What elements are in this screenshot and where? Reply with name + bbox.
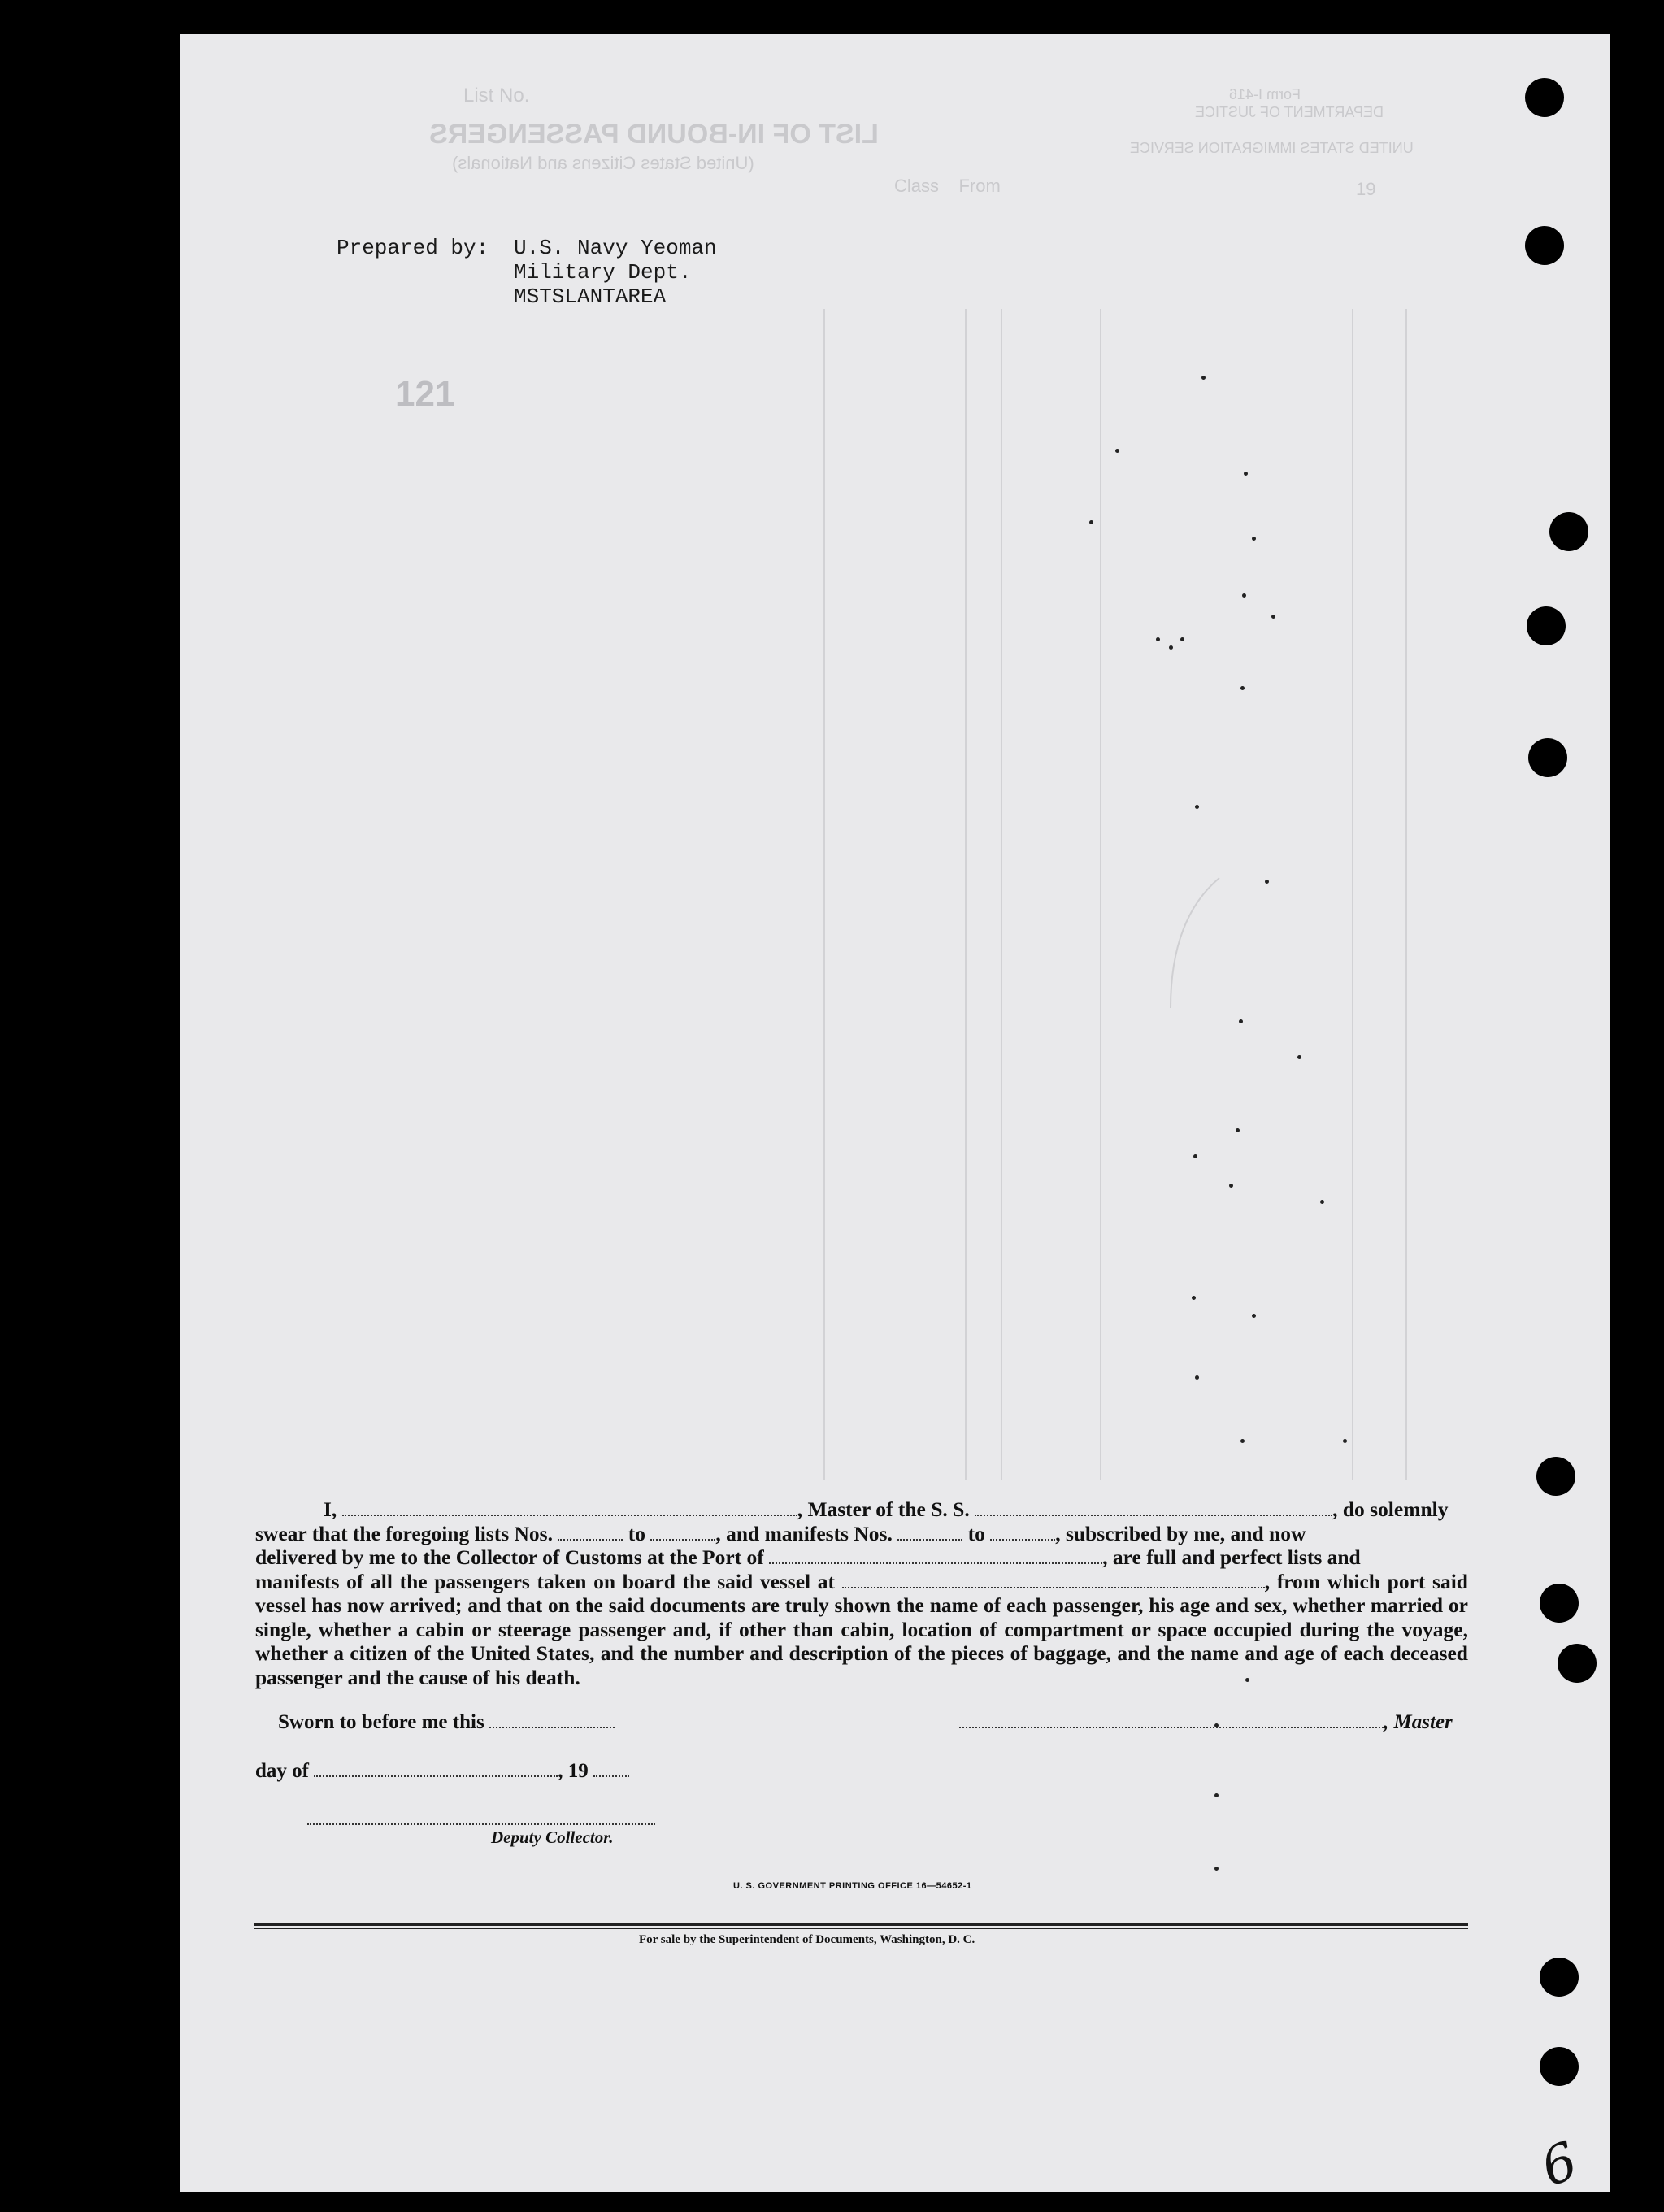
faded-mark bbox=[1240, 1439, 1245, 1443]
prepared-by-label: Prepared by: bbox=[337, 236, 489, 260]
faded-service: UNITED STATES IMMIGRATION SERVICE bbox=[1130, 140, 1414, 156]
faded-mark bbox=[1180, 637, 1184, 641]
faded-mark bbox=[1242, 593, 1246, 598]
faded-subtitle: (United States Citizens and Nationals) bbox=[452, 153, 754, 173]
master-signature-field bbox=[959, 1710, 1384, 1728]
footer-rule-top bbox=[254, 1923, 1468, 1926]
port-field bbox=[769, 1546, 1102, 1564]
faded-mark bbox=[1214, 1793, 1219, 1797]
faded-mark bbox=[1297, 1055, 1301, 1059]
faded-mark bbox=[1320, 1200, 1324, 1204]
faded-mark bbox=[1214, 1867, 1219, 1871]
printing-office-line: U. S. GOVERNMENT PRINTING OFFICE 16—54652-1 bbox=[733, 1881, 972, 1891]
deputy-signature-rule bbox=[307, 1823, 655, 1825]
oath-to-2: to bbox=[967, 1521, 985, 1545]
faded-year: 19 bbox=[1356, 179, 1376, 199]
day-of-field bbox=[314, 1759, 558, 1777]
manifests-to-field bbox=[990, 1523, 1055, 1541]
oath-master-of: , Master of the S. S. bbox=[797, 1497, 970, 1521]
faded-mark bbox=[1265, 880, 1269, 884]
faded-mark bbox=[1195, 805, 1199, 809]
deputy-collector-label: Deputy Collector. bbox=[491, 1827, 614, 1847]
faded-mark bbox=[1271, 615, 1275, 619]
faded-mark bbox=[1089, 520, 1093, 524]
oath-swear: swear that the foregoing lists Nos. bbox=[255, 1521, 553, 1545]
oath-delivered: delivered by me to the Collector of Customs at the Port of bbox=[255, 1545, 764, 1569]
oath-to-1: to bbox=[628, 1521, 645, 1545]
year-label: , 19 bbox=[558, 1760, 589, 1782]
faded-title: LIST OF IN-BOUND PASSENGERS bbox=[429, 119, 879, 150]
lists-to-field bbox=[650, 1523, 715, 1541]
oath-from-which: , from which bbox=[1264, 1569, 1380, 1593]
faded-mark bbox=[1240, 686, 1245, 690]
faded-mark bbox=[1193, 1154, 1197, 1158]
oath-paragraph bbox=[255, 1497, 1468, 1689]
oath-intro: I, bbox=[324, 1497, 337, 1521]
faded-mark bbox=[1115, 449, 1119, 453]
faded-mark bbox=[1244, 472, 1248, 476]
day-of-label: day of bbox=[255, 1760, 309, 1782]
master-label: , Master bbox=[1384, 1711, 1453, 1733]
lists-from-field bbox=[558, 1523, 623, 1541]
master-signature-line bbox=[959, 1710, 1453, 1734]
faded-stamp: 121 bbox=[395, 374, 455, 414]
prepared-by-line-3: MSTSLANTAREA bbox=[514, 285, 667, 309]
prepared-by-line-1: U.S. Navy Yeoman bbox=[514, 236, 717, 260]
sworn-date-field bbox=[489, 1710, 615, 1728]
oath-body: port said vessel has now arrived; and that on the said documents are truly shown the name of each passenger, his age and sex, whether married or single, whether a cabin or steerage passenger and, if other than cabin, location of compartment or space occupied during the voyage, whether a citizen of the United States, and the number and description of the pieces of baggage, and the name and age of each deceased passenger and the cause of his death. bbox=[255, 1569, 1468, 1689]
faded-dept: DEPARTMENT OF JUSTICE bbox=[1195, 104, 1384, 120]
faded-list-no: List No. bbox=[463, 85, 530, 106]
oath-solemnly: , do solemnly bbox=[1332, 1497, 1449, 1521]
faded-mark bbox=[1252, 1314, 1256, 1318]
faded-mark bbox=[1156, 637, 1160, 641]
faded-mark bbox=[1252, 537, 1256, 541]
day-of-line bbox=[255, 1759, 629, 1783]
faded-form-ref: Form I-416 bbox=[1229, 86, 1301, 102]
oath-manifests-all: manifests of all the passengers taken on board the said vessel at bbox=[255, 1569, 836, 1593]
faded-mark bbox=[1195, 1375, 1199, 1380]
vessel-at-field bbox=[842, 1571, 1265, 1588]
sworn-line bbox=[278, 1710, 615, 1734]
oath-are-full: , are full and perfect lists and bbox=[1102, 1545, 1361, 1569]
year-field bbox=[593, 1759, 629, 1777]
oath-and-manifests: , and manifests Nos. bbox=[715, 1521, 893, 1545]
faded-mark bbox=[1201, 376, 1206, 380]
for-sale-line: For sale by the Superintendent of Documents, Washington, D. C. bbox=[639, 1933, 975, 1946]
faded-mark bbox=[1236, 1128, 1240, 1132]
faded-class-from: Class From bbox=[894, 176, 1001, 196]
footer-rule-bottom bbox=[254, 1928, 1468, 1929]
sworn-label: Sworn to before me this bbox=[278, 1711, 484, 1733]
manifests-from-field bbox=[897, 1523, 962, 1541]
faded-mark bbox=[1192, 1296, 1196, 1300]
corner-handwritten-mark: 6 bbox=[1533, 2131, 1586, 2199]
prepared-by-line-2: Military Dept. bbox=[514, 260, 692, 285]
faded-mark bbox=[1229, 1184, 1233, 1188]
faded-mark bbox=[1239, 1019, 1243, 1023]
faded-mark bbox=[1343, 1439, 1347, 1443]
master-name-field bbox=[342, 1498, 797, 1516]
vessel-name-field bbox=[975, 1498, 1332, 1516]
oath-subscribed: , subscribed by me, and now bbox=[1055, 1521, 1306, 1545]
faded-mark bbox=[1169, 645, 1173, 650]
